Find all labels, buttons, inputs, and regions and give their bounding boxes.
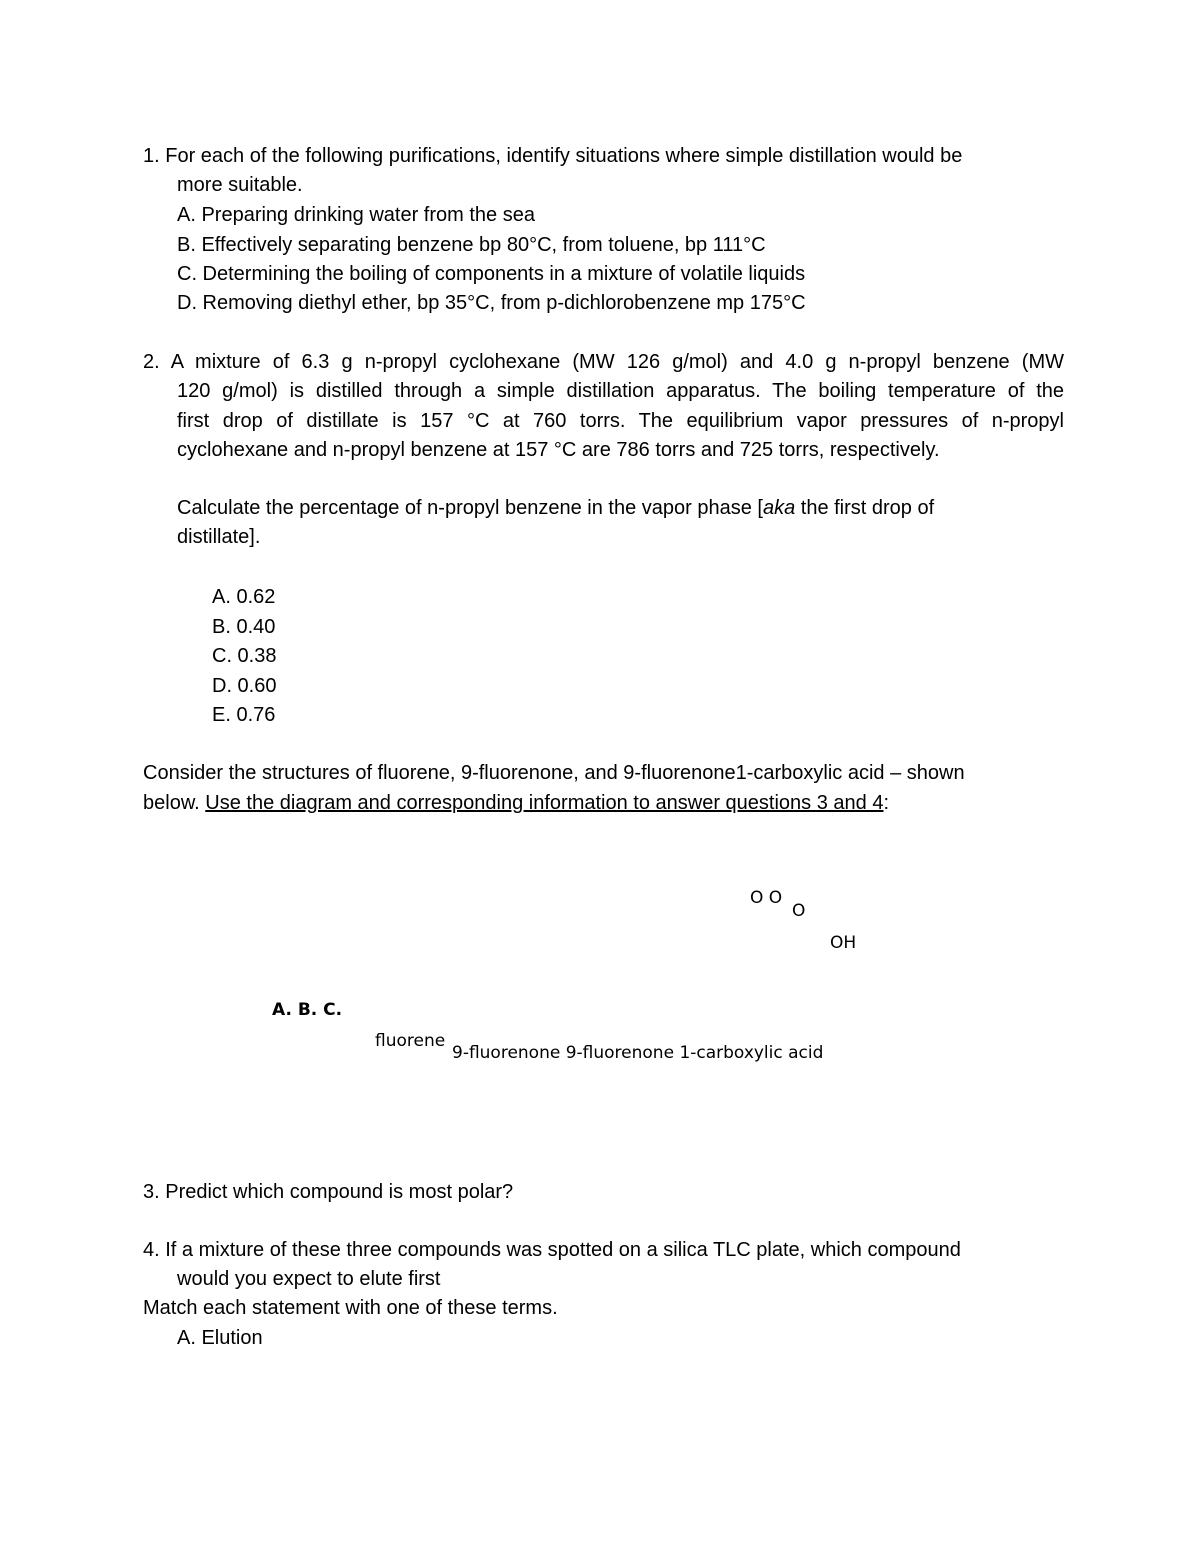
diagram-hydroxyl: OH (830, 933, 857, 953)
q3-stem: 3. Predict which compound is most polar? (143, 1181, 514, 1203)
q2-stem-line3: first drop of distillate is 157 °C at 760 torrs. The equilibrium vapor pressures of n-propyl (177, 410, 1064, 432)
q2-choice-c: C. 0.38 (212, 645, 277, 667)
q2-stem-line4: cyclohexane and n-propyl benzene at 157 °C are 786 torrs and 725 torrs, respectively. (177, 439, 940, 461)
q2-calculate-line1 (177, 496, 934, 520)
diagram-oxygen-pair: O O (750, 888, 783, 908)
q1-stem-line1: 1. For each of the following purifications, identify situations where simple distillation would be (143, 145, 963, 167)
q2-calc-aka: aka (762, 497, 796, 519)
q1-stem-line2: more suitable. (177, 174, 303, 196)
q1-option-a: A. Preparing drinking water from the sea (177, 204, 535, 226)
q2-choice-a: A. 0.62 (212, 586, 276, 608)
structures-intro-line1: Consider the structures of fluorene, 9-fluorenone, and 9-fluorenone1-carboxylic acid – shown (143, 762, 965, 784)
structures-intro-line2 (143, 791, 889, 815)
diagram-compound-letters: A. B. C. (272, 1000, 343, 1020)
intro-underlined-instruction: Use the diagram and corresponding information to answer questions 3 and 4 (205, 792, 884, 814)
q2-choice-e: E. 0.76 (212, 704, 276, 726)
q4-stem-line1: 4. If a mixture of these three compounds was spotted on a silica TLC plate, which compound (143, 1239, 961, 1261)
match-term-a: A. Elution (177, 1327, 263, 1349)
q2-calc-text-b: the first drop of (795, 497, 935, 519)
diagram-oxygen-single: O (792, 901, 806, 921)
q2-stem-line2: 120 g/mol) is distilled through a simple distillation apparatus. The boiling temperature of the (177, 380, 1064, 402)
q4-stem-line2: would you expect to elute first (177, 1268, 441, 1290)
q2-choice-b: B. 0.40 (212, 616, 276, 638)
q2-calculate-line2: distillate]. (177, 526, 261, 548)
q1-option-d: D. Removing diethyl ether, bp 35°C, from p-dichlorobenzene mp 175°C (177, 292, 806, 314)
q2-choice-d: D. 0.60 (212, 675, 277, 697)
intro-prefix: below. (143, 792, 206, 814)
q2-calc-text-a: Calculate the percentage of n-propyl benzene in the vapor phase [ (177, 497, 763, 519)
q1-option-b: B. Effectively separating benzene bp 80°C, from toluene, bp 111°C (177, 234, 766, 256)
diagram-label-fluorene: fluorene (375, 1031, 446, 1051)
q2-stem-line1: 2. A mixture of 6.3 g n-propyl cyclohexane (MW 126 g/mol) and 4.0 g n-propyl benzene (MW (143, 351, 1064, 373)
match-heading: Match each statement with one of these terms. (143, 1297, 558, 1319)
q1-option-c: C. Determining the boiling of components in a mixture of volatile liquids (177, 263, 806, 285)
intro-suffix: : (883, 792, 890, 814)
diagram-label-fluorenones: 9-fluorenone 9-fluorenone 1-carboxylic acid (452, 1043, 824, 1063)
